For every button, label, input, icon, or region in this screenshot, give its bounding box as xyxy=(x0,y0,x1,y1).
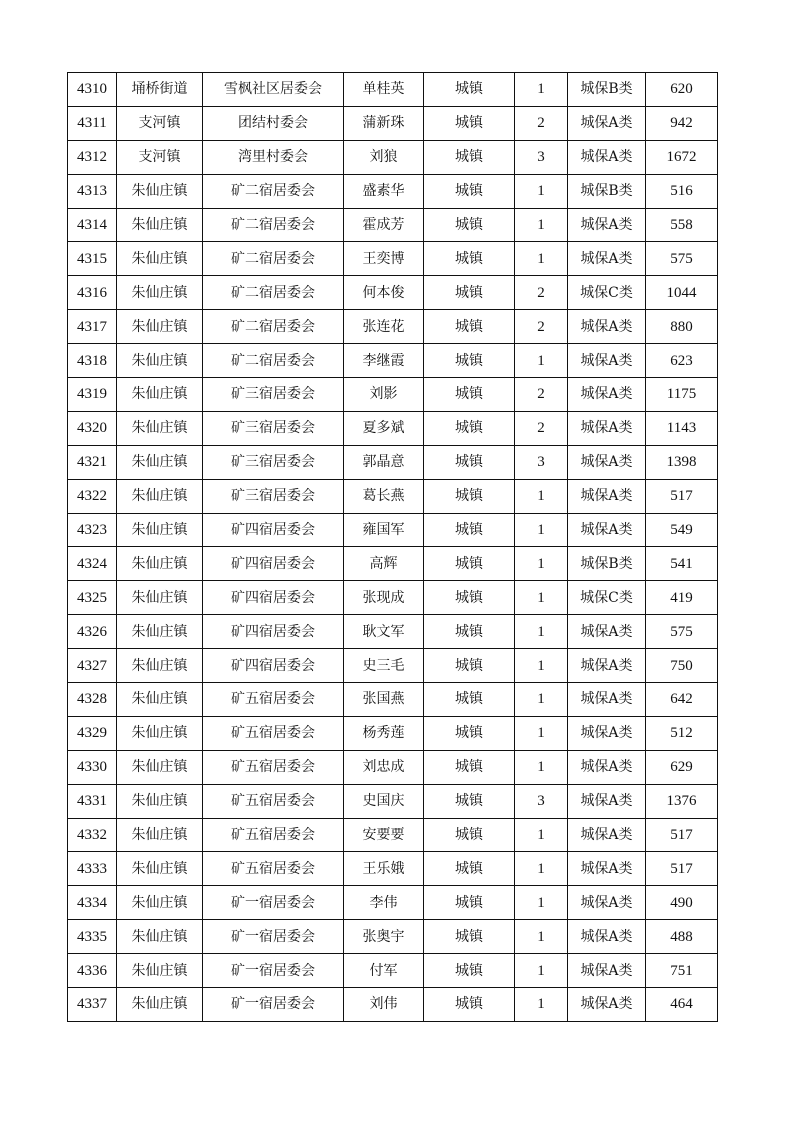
town-cell: 朱仙庄镇 xyxy=(117,852,203,886)
persons-cell: 2 xyxy=(515,276,568,310)
town-cell: 朱仙庄镇 xyxy=(117,818,203,852)
town-cell: 朱仙庄镇 xyxy=(117,886,203,920)
row-number-cell: 4313 xyxy=(68,174,117,208)
amount-cell: 517 xyxy=(646,479,718,513)
amount-cell: 1143 xyxy=(646,411,718,445)
household-type-cell: 城镇 xyxy=(424,683,515,717)
amount-cell: 751 xyxy=(646,954,718,988)
household-type-cell: 城镇 xyxy=(424,988,515,1022)
category-cell: 城保A类 xyxy=(568,479,646,513)
table-row xyxy=(68,581,718,615)
amount-cell: 629 xyxy=(646,750,718,784)
persons-cell: 1 xyxy=(515,988,568,1022)
row-number-cell: 4334 xyxy=(68,886,117,920)
category-cell: 城保A类 xyxy=(568,208,646,242)
town-cell: 支河镇 xyxy=(117,140,203,174)
table-row xyxy=(68,73,718,107)
persons-cell: 3 xyxy=(515,784,568,818)
table-row xyxy=(68,683,718,717)
table-row xyxy=(68,276,718,310)
row-number-cell: 4328 xyxy=(68,683,117,717)
table-row xyxy=(68,411,718,445)
persons-cell: 1 xyxy=(515,649,568,683)
table-row xyxy=(68,750,718,784)
category-cell: 城保A类 xyxy=(568,852,646,886)
committee-cell: 矿五宿居委会 xyxy=(203,750,344,784)
persons-cell: 1 xyxy=(515,344,568,378)
amount-cell: 488 xyxy=(646,920,718,954)
row-number-cell: 4311 xyxy=(68,106,117,140)
amount-cell: 517 xyxy=(646,818,718,852)
category-cell: 城保A类 xyxy=(568,615,646,649)
table-row xyxy=(68,818,718,852)
name-cell: 张国燕 xyxy=(344,683,424,717)
category-cell: 城保A类 xyxy=(568,818,646,852)
table-row xyxy=(68,445,718,479)
category-cell: 城保A类 xyxy=(568,140,646,174)
town-cell: 朱仙庄镇 xyxy=(117,954,203,988)
table-row xyxy=(68,954,718,988)
name-cell: 安要要 xyxy=(344,818,424,852)
category-cell: 城保A类 xyxy=(568,411,646,445)
name-cell: 刘忠成 xyxy=(344,750,424,784)
table-row xyxy=(68,649,718,683)
committee-cell: 矿四宿居委会 xyxy=(203,615,344,649)
name-cell: 王乐娥 xyxy=(344,852,424,886)
town-cell: 朱仙庄镇 xyxy=(117,784,203,818)
category-cell: 城保A类 xyxy=(568,310,646,344)
amount-cell: 516 xyxy=(646,174,718,208)
amount-cell: 750 xyxy=(646,649,718,683)
committee-cell: 矿二宿居委会 xyxy=(203,208,344,242)
committee-cell: 矿二宿居委会 xyxy=(203,310,344,344)
name-cell: 霍成芳 xyxy=(344,208,424,242)
committee-cell: 矿四宿居委会 xyxy=(203,649,344,683)
persons-cell: 3 xyxy=(515,140,568,174)
committee-cell: 矿二宿居委会 xyxy=(203,242,344,276)
town-cell: 朱仙庄镇 xyxy=(117,344,203,378)
town-cell: 朱仙庄镇 xyxy=(117,716,203,750)
household-type-cell: 城镇 xyxy=(424,581,515,615)
amount-cell: 880 xyxy=(646,310,718,344)
row-number-cell: 4325 xyxy=(68,581,117,615)
category-cell: 城保A类 xyxy=(568,242,646,276)
name-cell: 夏多斌 xyxy=(344,411,424,445)
household-type-cell: 城镇 xyxy=(424,174,515,208)
category-cell: 城保A类 xyxy=(568,106,646,140)
household-type-cell: 城镇 xyxy=(424,784,515,818)
amount-cell: 575 xyxy=(646,615,718,649)
category-cell: 城保A类 xyxy=(568,954,646,988)
committee-cell: 矿四宿居委会 xyxy=(203,581,344,615)
category-cell: 城保A类 xyxy=(568,920,646,954)
household-type-cell: 城镇 xyxy=(424,208,515,242)
category-cell: 城保A类 xyxy=(568,750,646,784)
household-type-cell: 城镇 xyxy=(424,242,515,276)
name-cell: 葛长燕 xyxy=(344,479,424,513)
committee-cell: 矿二宿居委会 xyxy=(203,344,344,378)
household-type-cell: 城镇 xyxy=(424,615,515,649)
persons-cell: 1 xyxy=(515,73,568,107)
persons-cell: 1 xyxy=(515,242,568,276)
table-row xyxy=(68,920,718,954)
category-cell: 城保B类 xyxy=(568,174,646,208)
name-cell: 张现成 xyxy=(344,581,424,615)
category-cell: 城保B类 xyxy=(568,547,646,581)
row-number-cell: 4320 xyxy=(68,411,117,445)
town-cell: 朱仙庄镇 xyxy=(117,920,203,954)
row-number-cell: 4319 xyxy=(68,378,117,412)
town-cell: 支河镇 xyxy=(117,106,203,140)
row-number-cell: 4322 xyxy=(68,479,117,513)
committee-cell: 矿五宿居委会 xyxy=(203,784,344,818)
persons-cell: 2 xyxy=(515,411,568,445)
persons-cell: 1 xyxy=(515,547,568,581)
household-type-cell: 城镇 xyxy=(424,106,515,140)
committee-cell: 矿五宿居委会 xyxy=(203,852,344,886)
table-row xyxy=(68,242,718,276)
committee-cell: 矿五宿居委会 xyxy=(203,818,344,852)
table-row xyxy=(68,344,718,378)
table-row xyxy=(68,378,718,412)
persons-cell: 2 xyxy=(515,106,568,140)
name-cell: 史三毛 xyxy=(344,649,424,683)
household-type-cell: 城镇 xyxy=(424,649,515,683)
town-cell: 埇桥街道 xyxy=(117,73,203,107)
persons-cell: 1 xyxy=(515,818,568,852)
row-number-cell: 4336 xyxy=(68,954,117,988)
town-cell: 朱仙庄镇 xyxy=(117,988,203,1022)
town-cell: 朱仙庄镇 xyxy=(117,310,203,344)
persons-cell: 1 xyxy=(515,208,568,242)
household-type-cell: 城镇 xyxy=(424,73,515,107)
committee-cell: 矿四宿居委会 xyxy=(203,547,344,581)
table-row xyxy=(68,547,718,581)
town-cell: 朱仙庄镇 xyxy=(117,479,203,513)
row-number-cell: 4317 xyxy=(68,310,117,344)
persons-cell: 1 xyxy=(515,954,568,988)
category-cell: 城保C类 xyxy=(568,276,646,310)
persons-cell: 1 xyxy=(515,886,568,920)
table-row xyxy=(68,310,718,344)
persons-cell: 2 xyxy=(515,310,568,344)
row-number-cell: 4333 xyxy=(68,852,117,886)
household-type-cell: 城镇 xyxy=(424,276,515,310)
name-cell: 王奕博 xyxy=(344,242,424,276)
household-type-cell: 城镇 xyxy=(424,310,515,344)
category-cell: 城保A类 xyxy=(568,445,646,479)
name-cell: 盛素华 xyxy=(344,174,424,208)
town-cell: 朱仙庄镇 xyxy=(117,513,203,547)
row-number-cell: 4310 xyxy=(68,73,117,107)
category-cell: 城保A类 xyxy=(568,649,646,683)
records-body xyxy=(68,73,718,1022)
committee-cell: 矿一宿居委会 xyxy=(203,920,344,954)
amount-cell: 490 xyxy=(646,886,718,920)
amount-cell: 541 xyxy=(646,547,718,581)
name-cell: 张连花 xyxy=(344,310,424,344)
category-cell: 城保A类 xyxy=(568,513,646,547)
household-type-cell: 城镇 xyxy=(424,716,515,750)
row-number-cell: 4315 xyxy=(68,242,117,276)
category-cell: 城保A类 xyxy=(568,988,646,1022)
category-cell: 城保A类 xyxy=(568,378,646,412)
town-cell: 朱仙庄镇 xyxy=(117,208,203,242)
committee-cell: 矿二宿居委会 xyxy=(203,276,344,310)
row-number-cell: 4323 xyxy=(68,513,117,547)
persons-cell: 1 xyxy=(515,683,568,717)
row-number-cell: 4318 xyxy=(68,344,117,378)
name-cell: 张奥宇 xyxy=(344,920,424,954)
amount-cell: 1044 xyxy=(646,276,718,310)
table-row xyxy=(68,174,718,208)
town-cell: 朱仙庄镇 xyxy=(117,581,203,615)
row-number-cell: 4321 xyxy=(68,445,117,479)
household-type-cell: 城镇 xyxy=(424,886,515,920)
row-number-cell: 4316 xyxy=(68,276,117,310)
name-cell: 杨秀莲 xyxy=(344,716,424,750)
committee-cell: 团结村委会 xyxy=(203,106,344,140)
household-type-cell: 城镇 xyxy=(424,920,515,954)
row-number-cell: 4329 xyxy=(68,716,117,750)
table-row xyxy=(68,615,718,649)
name-cell: 雍国军 xyxy=(344,513,424,547)
town-cell: 朱仙庄镇 xyxy=(117,242,203,276)
row-number-cell: 4314 xyxy=(68,208,117,242)
category-cell: 城保B类 xyxy=(568,73,646,107)
persons-cell: 3 xyxy=(515,445,568,479)
household-type-cell: 城镇 xyxy=(424,852,515,886)
town-cell: 朱仙庄镇 xyxy=(117,378,203,412)
amount-cell: 623 xyxy=(646,344,718,378)
town-cell: 朱仙庄镇 xyxy=(117,615,203,649)
name-cell: 高辉 xyxy=(344,547,424,581)
persons-cell: 1 xyxy=(515,174,568,208)
amount-cell: 549 xyxy=(646,513,718,547)
name-cell: 李伟 xyxy=(344,886,424,920)
table-row xyxy=(68,784,718,818)
household-type-cell: 城镇 xyxy=(424,445,515,479)
committee-cell: 矿三宿居委会 xyxy=(203,411,344,445)
committee-cell: 矿三宿居委会 xyxy=(203,479,344,513)
persons-cell: 1 xyxy=(515,920,568,954)
row-number-cell: 4330 xyxy=(68,750,117,784)
household-type-cell: 城镇 xyxy=(424,750,515,784)
town-cell: 朱仙庄镇 xyxy=(117,683,203,717)
row-number-cell: 4332 xyxy=(68,818,117,852)
row-number-cell: 4337 xyxy=(68,988,117,1022)
committee-cell: 矿二宿居委会 xyxy=(203,174,344,208)
name-cell: 史国庆 xyxy=(344,784,424,818)
table-row xyxy=(68,140,718,174)
table-row xyxy=(68,988,718,1022)
table-row xyxy=(68,852,718,886)
category-cell: 城保A类 xyxy=(568,344,646,378)
persons-cell: 1 xyxy=(515,581,568,615)
household-type-cell: 城镇 xyxy=(424,411,515,445)
committee-cell: 雪枫社区居委会 xyxy=(203,73,344,107)
committee-cell: 矿三宿居委会 xyxy=(203,378,344,412)
town-cell: 朱仙庄镇 xyxy=(117,411,203,445)
persons-cell: 2 xyxy=(515,378,568,412)
name-cell: 李继霞 xyxy=(344,344,424,378)
committee-cell: 湾里村委会 xyxy=(203,140,344,174)
committee-cell: 矿三宿居委会 xyxy=(203,445,344,479)
category-cell: 城保A类 xyxy=(568,716,646,750)
name-cell: 单桂英 xyxy=(344,73,424,107)
committee-cell: 矿四宿居委会 xyxy=(203,513,344,547)
household-type-cell: 城镇 xyxy=(424,140,515,174)
amount-cell: 642 xyxy=(646,683,718,717)
records-table xyxy=(67,72,718,1022)
name-cell: 耿文军 xyxy=(344,615,424,649)
table-row xyxy=(68,513,718,547)
amount-cell: 517 xyxy=(646,852,718,886)
name-cell: 郭晶意 xyxy=(344,445,424,479)
committee-cell: 矿一宿居委会 xyxy=(203,954,344,988)
committee-cell: 矿一宿居委会 xyxy=(203,988,344,1022)
row-number-cell: 4327 xyxy=(68,649,117,683)
persons-cell: 1 xyxy=(515,852,568,886)
amount-cell: 558 xyxy=(646,208,718,242)
amount-cell: 419 xyxy=(646,581,718,615)
amount-cell: 620 xyxy=(646,73,718,107)
amount-cell: 464 xyxy=(646,988,718,1022)
persons-cell: 1 xyxy=(515,479,568,513)
town-cell: 朱仙庄镇 xyxy=(117,445,203,479)
amount-cell: 512 xyxy=(646,716,718,750)
row-number-cell: 4324 xyxy=(68,547,117,581)
committee-cell: 矿五宿居委会 xyxy=(203,716,344,750)
household-type-cell: 城镇 xyxy=(424,344,515,378)
name-cell: 刘影 xyxy=(344,378,424,412)
household-type-cell: 城镇 xyxy=(424,954,515,988)
name-cell: 刘狼 xyxy=(344,140,424,174)
persons-cell: 1 xyxy=(515,615,568,649)
category-cell: 城保A类 xyxy=(568,683,646,717)
amount-cell: 1376 xyxy=(646,784,718,818)
table-row xyxy=(68,208,718,242)
table-row xyxy=(68,716,718,750)
amount-cell: 1672 xyxy=(646,140,718,174)
town-cell: 朱仙庄镇 xyxy=(117,174,203,208)
amount-cell: 1398 xyxy=(646,445,718,479)
table-row xyxy=(68,479,718,513)
committee-cell: 矿五宿居委会 xyxy=(203,683,344,717)
persons-cell: 1 xyxy=(515,513,568,547)
household-type-cell: 城镇 xyxy=(424,818,515,852)
persons-cell: 1 xyxy=(515,750,568,784)
name-cell: 何本俊 xyxy=(344,276,424,310)
name-cell: 蒲新珠 xyxy=(344,106,424,140)
table-row xyxy=(68,886,718,920)
town-cell: 朱仙庄镇 xyxy=(117,649,203,683)
name-cell: 刘伟 xyxy=(344,988,424,1022)
household-type-cell: 城镇 xyxy=(424,513,515,547)
persons-cell: 1 xyxy=(515,716,568,750)
town-cell: 朱仙庄镇 xyxy=(117,750,203,784)
category-cell: 城保A类 xyxy=(568,784,646,818)
town-cell: 朱仙庄镇 xyxy=(117,547,203,581)
row-number-cell: 4312 xyxy=(68,140,117,174)
category-cell: 城保C类 xyxy=(568,581,646,615)
category-cell: 城保A类 xyxy=(568,886,646,920)
table-row xyxy=(68,106,718,140)
amount-cell: 1175 xyxy=(646,378,718,412)
row-number-cell: 4331 xyxy=(68,784,117,818)
household-type-cell: 城镇 xyxy=(424,547,515,581)
row-number-cell: 4335 xyxy=(68,920,117,954)
committee-cell: 矿一宿居委会 xyxy=(203,886,344,920)
town-cell: 朱仙庄镇 xyxy=(117,276,203,310)
row-number-cell: 4326 xyxy=(68,615,117,649)
household-type-cell: 城镇 xyxy=(424,378,515,412)
name-cell: 付军 xyxy=(344,954,424,988)
amount-cell: 575 xyxy=(646,242,718,276)
household-type-cell: 城镇 xyxy=(424,479,515,513)
amount-cell: 942 xyxy=(646,106,718,140)
